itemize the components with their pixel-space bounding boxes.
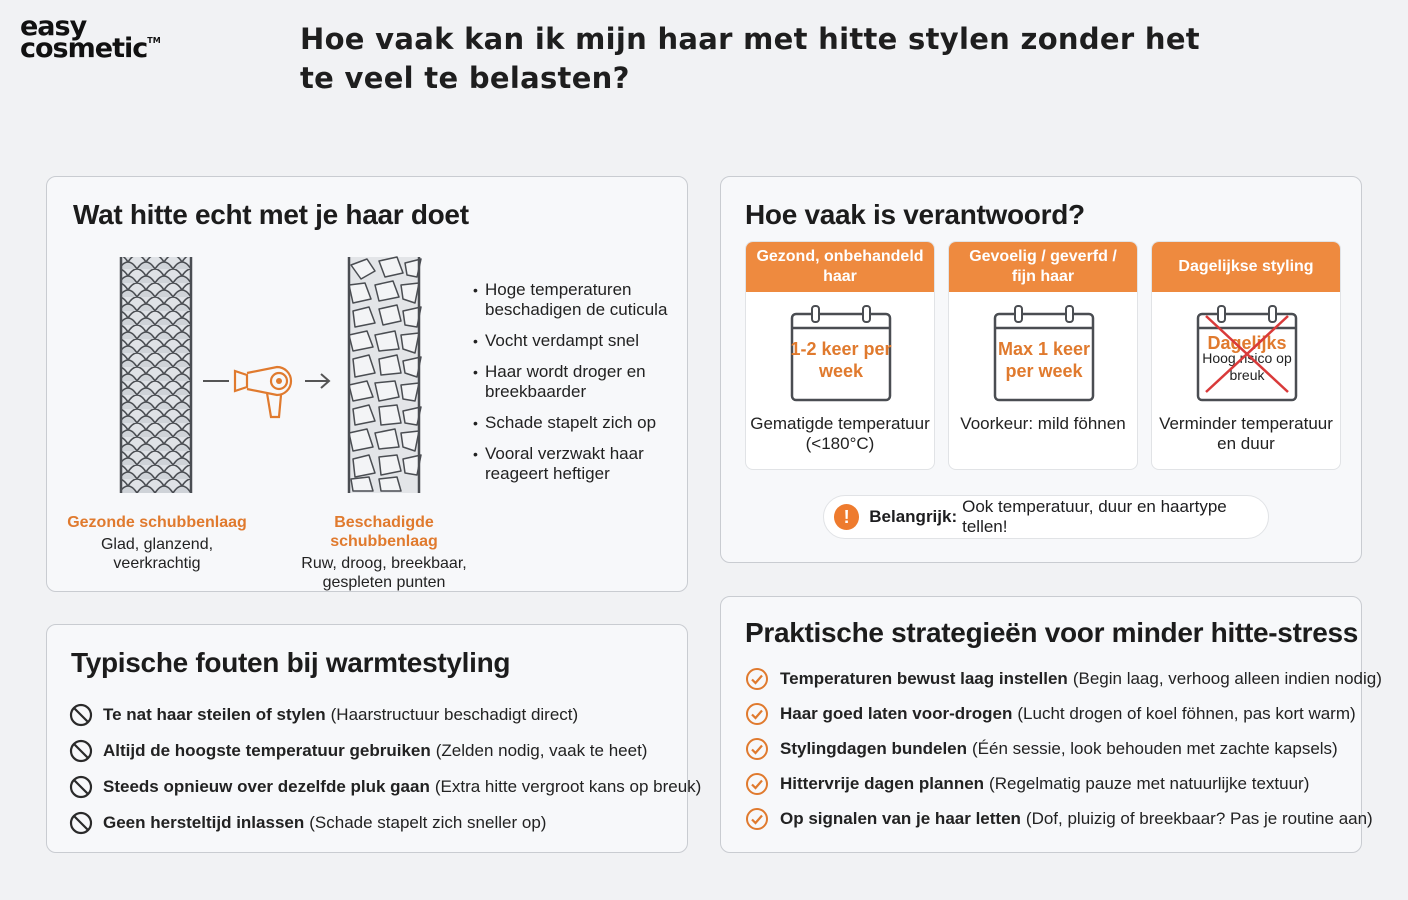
list-item — [69, 733, 701, 769]
strategy-title: Stylingdagen bundelen — [780, 738, 968, 758]
frequency-card-sensitive — [948, 241, 1138, 470]
calendar-label: Dagelijks — [1207, 333, 1287, 353]
check-circle-icon — [745, 667, 769, 691]
mistake-title: Te nat haar steilen of stylen — [103, 705, 326, 724]
mistake-detail: (Schade stapelt zich sneller op) — [309, 813, 547, 832]
cross-icon — [1202, 312, 1292, 396]
card-note: Voorkeur: mild föhnen — [960, 414, 1126, 433]
important-text: Ook temperatuur, duur en haartype tellen! — [962, 497, 1227, 536]
logo-line-2: cosmetic™ — [20, 33, 161, 65]
mistakes-panel — [46, 624, 702, 853]
mistakes-list — [69, 697, 701, 841]
frequency-heading: Hoe vaak is verantwoord? — [745, 199, 1085, 230]
strategy-title: Haar goed laten voor-drogen — [780, 703, 1013, 723]
list-item — [745, 801, 1382, 836]
hair-dryer-icon — [201, 357, 331, 427]
list-item: • Schade stapelt zich op — [473, 413, 683, 433]
strategies-heading: Praktische strategieën voor minder hitte-stress — [745, 617, 1359, 648]
list-item — [745, 696, 1382, 731]
mistake-detail: (Extra hitte vergroot kans op breuk) — [434, 777, 702, 796]
prohibited-icon — [69, 811, 93, 835]
frequency-card-daily — [1151, 241, 1341, 470]
heat-effects-heading: Wat hitte echt met je haar doet — [73, 199, 469, 230]
healthy-cuticle-icon — [119, 255, 193, 495]
mistake-detail: (Haarstructuur beschadigt direct) — [330, 705, 579, 724]
brand-logo[interactable] — [20, 11, 161, 65]
damaged-caption — [279, 513, 489, 592]
healthy-caption — [65, 513, 249, 573]
page-title: Hoe vaak kan ik mijn haar met hitte stylen zonder het te veel te belasten? — [300, 22, 1200, 95]
strategies-list — [745, 661, 1382, 836]
list-item: • Hoge temperaturen beschadigen de cuticula — [473, 280, 683, 320]
card-note: Verminder temperatuur en duur — [1159, 414, 1333, 453]
strategy-detail: (Regelmatig pauze met natuurlijke textuur) — [989, 773, 1310, 793]
damaged-title: Beschadigde schubbenlaag — [330, 514, 438, 550]
mistake-detail: (Zelden nodig, vaak te heet) — [435, 741, 648, 760]
heat-effects-panel — [46, 176, 688, 592]
warning-icon: ! — [834, 504, 859, 530]
mistakes-heading: Typische fouten bij warmtestyling — [71, 647, 511, 678]
frequency-panel — [720, 176, 1362, 563]
card-header: Gezond, onbehandeld haar — [746, 242, 934, 292]
list-item — [745, 731, 1382, 766]
heat-effects-list — [473, 280, 683, 495]
important-label: Belangrijk: — [869, 507, 958, 526]
logo-trademark: TM — [147, 36, 161, 46]
list-item — [69, 805, 701, 841]
damaged-desc: Ruw, droog, breekbaar, gespleten punten — [301, 555, 467, 591]
mistake-title: Altijd de hoogste temperatuur gebruiken — [103, 741, 431, 760]
logo-line-1: easy — [20, 11, 87, 42]
check-circle-icon — [745, 702, 769, 726]
strategy-detail: (Dof, pluizig of breekbaar? Pas je routine aan) — [1025, 808, 1373, 828]
card-header: Gevoelig / geverfd / fijn haar — [949, 242, 1137, 292]
mistake-title: Geen hersteltijd inlassen — [103, 813, 305, 832]
check-circle-icon — [745, 772, 769, 796]
list-item — [69, 769, 701, 805]
list-item: • Vocht verdampt snel — [473, 331, 683, 351]
damaged-cuticle-icon — [345, 255, 425, 495]
prohibited-icon — [69, 703, 93, 727]
card-header: Dagelijkse styling — [1152, 242, 1340, 292]
strategy-title: Op signalen van je haar letten — [780, 808, 1021, 828]
strategy-title: Hittervrije dagen plannen — [780, 773, 985, 793]
healthy-title: Gezonde schubbenlaag — [67, 514, 247, 531]
prohibited-icon — [69, 775, 93, 799]
prohibited-icon — [69, 739, 93, 763]
calendar-label: Max 1 keer per week — [997, 339, 1091, 381]
list-item — [69, 697, 701, 733]
mistake-title: Steeds opnieuw over dezelfde pluk gaan — [103, 777, 430, 796]
important-note — [823, 495, 1269, 539]
check-circle-icon — [745, 807, 769, 831]
check-circle-icon — [745, 737, 769, 761]
card-note: Gematigde temperatuur (<180°C) — [750, 414, 930, 453]
calendar-sublabel: Hoog risico op breuk — [1202, 350, 1292, 383]
strategy-detail: (Begin laag, verhoog alleen indien nodig) — [1072, 668, 1382, 688]
list-item: • Vooral verzwakt haar reageert heftiger — [473, 444, 683, 484]
frequency-card-healthy — [745, 241, 935, 470]
strategy-title: Temperaturen bewust laag instellen — [780, 668, 1068, 688]
healthy-desc: Glad, glanzend, veerkrachtig — [100, 536, 214, 572]
list-item: • Haar wordt droger en breekbaarder — [473, 362, 683, 402]
list-item — [745, 766, 1382, 801]
list-item — [745, 661, 1382, 696]
strategies-panel — [720, 596, 1382, 853]
strategy-detail: (Één sessie, look behouden met zachte kapsels) — [972, 738, 1338, 758]
strategy-detail: (Lucht drogen of koel föhnen, pas kort warm) — [1017, 703, 1356, 723]
calendar-label: 1-2 keer per week — [790, 339, 892, 381]
